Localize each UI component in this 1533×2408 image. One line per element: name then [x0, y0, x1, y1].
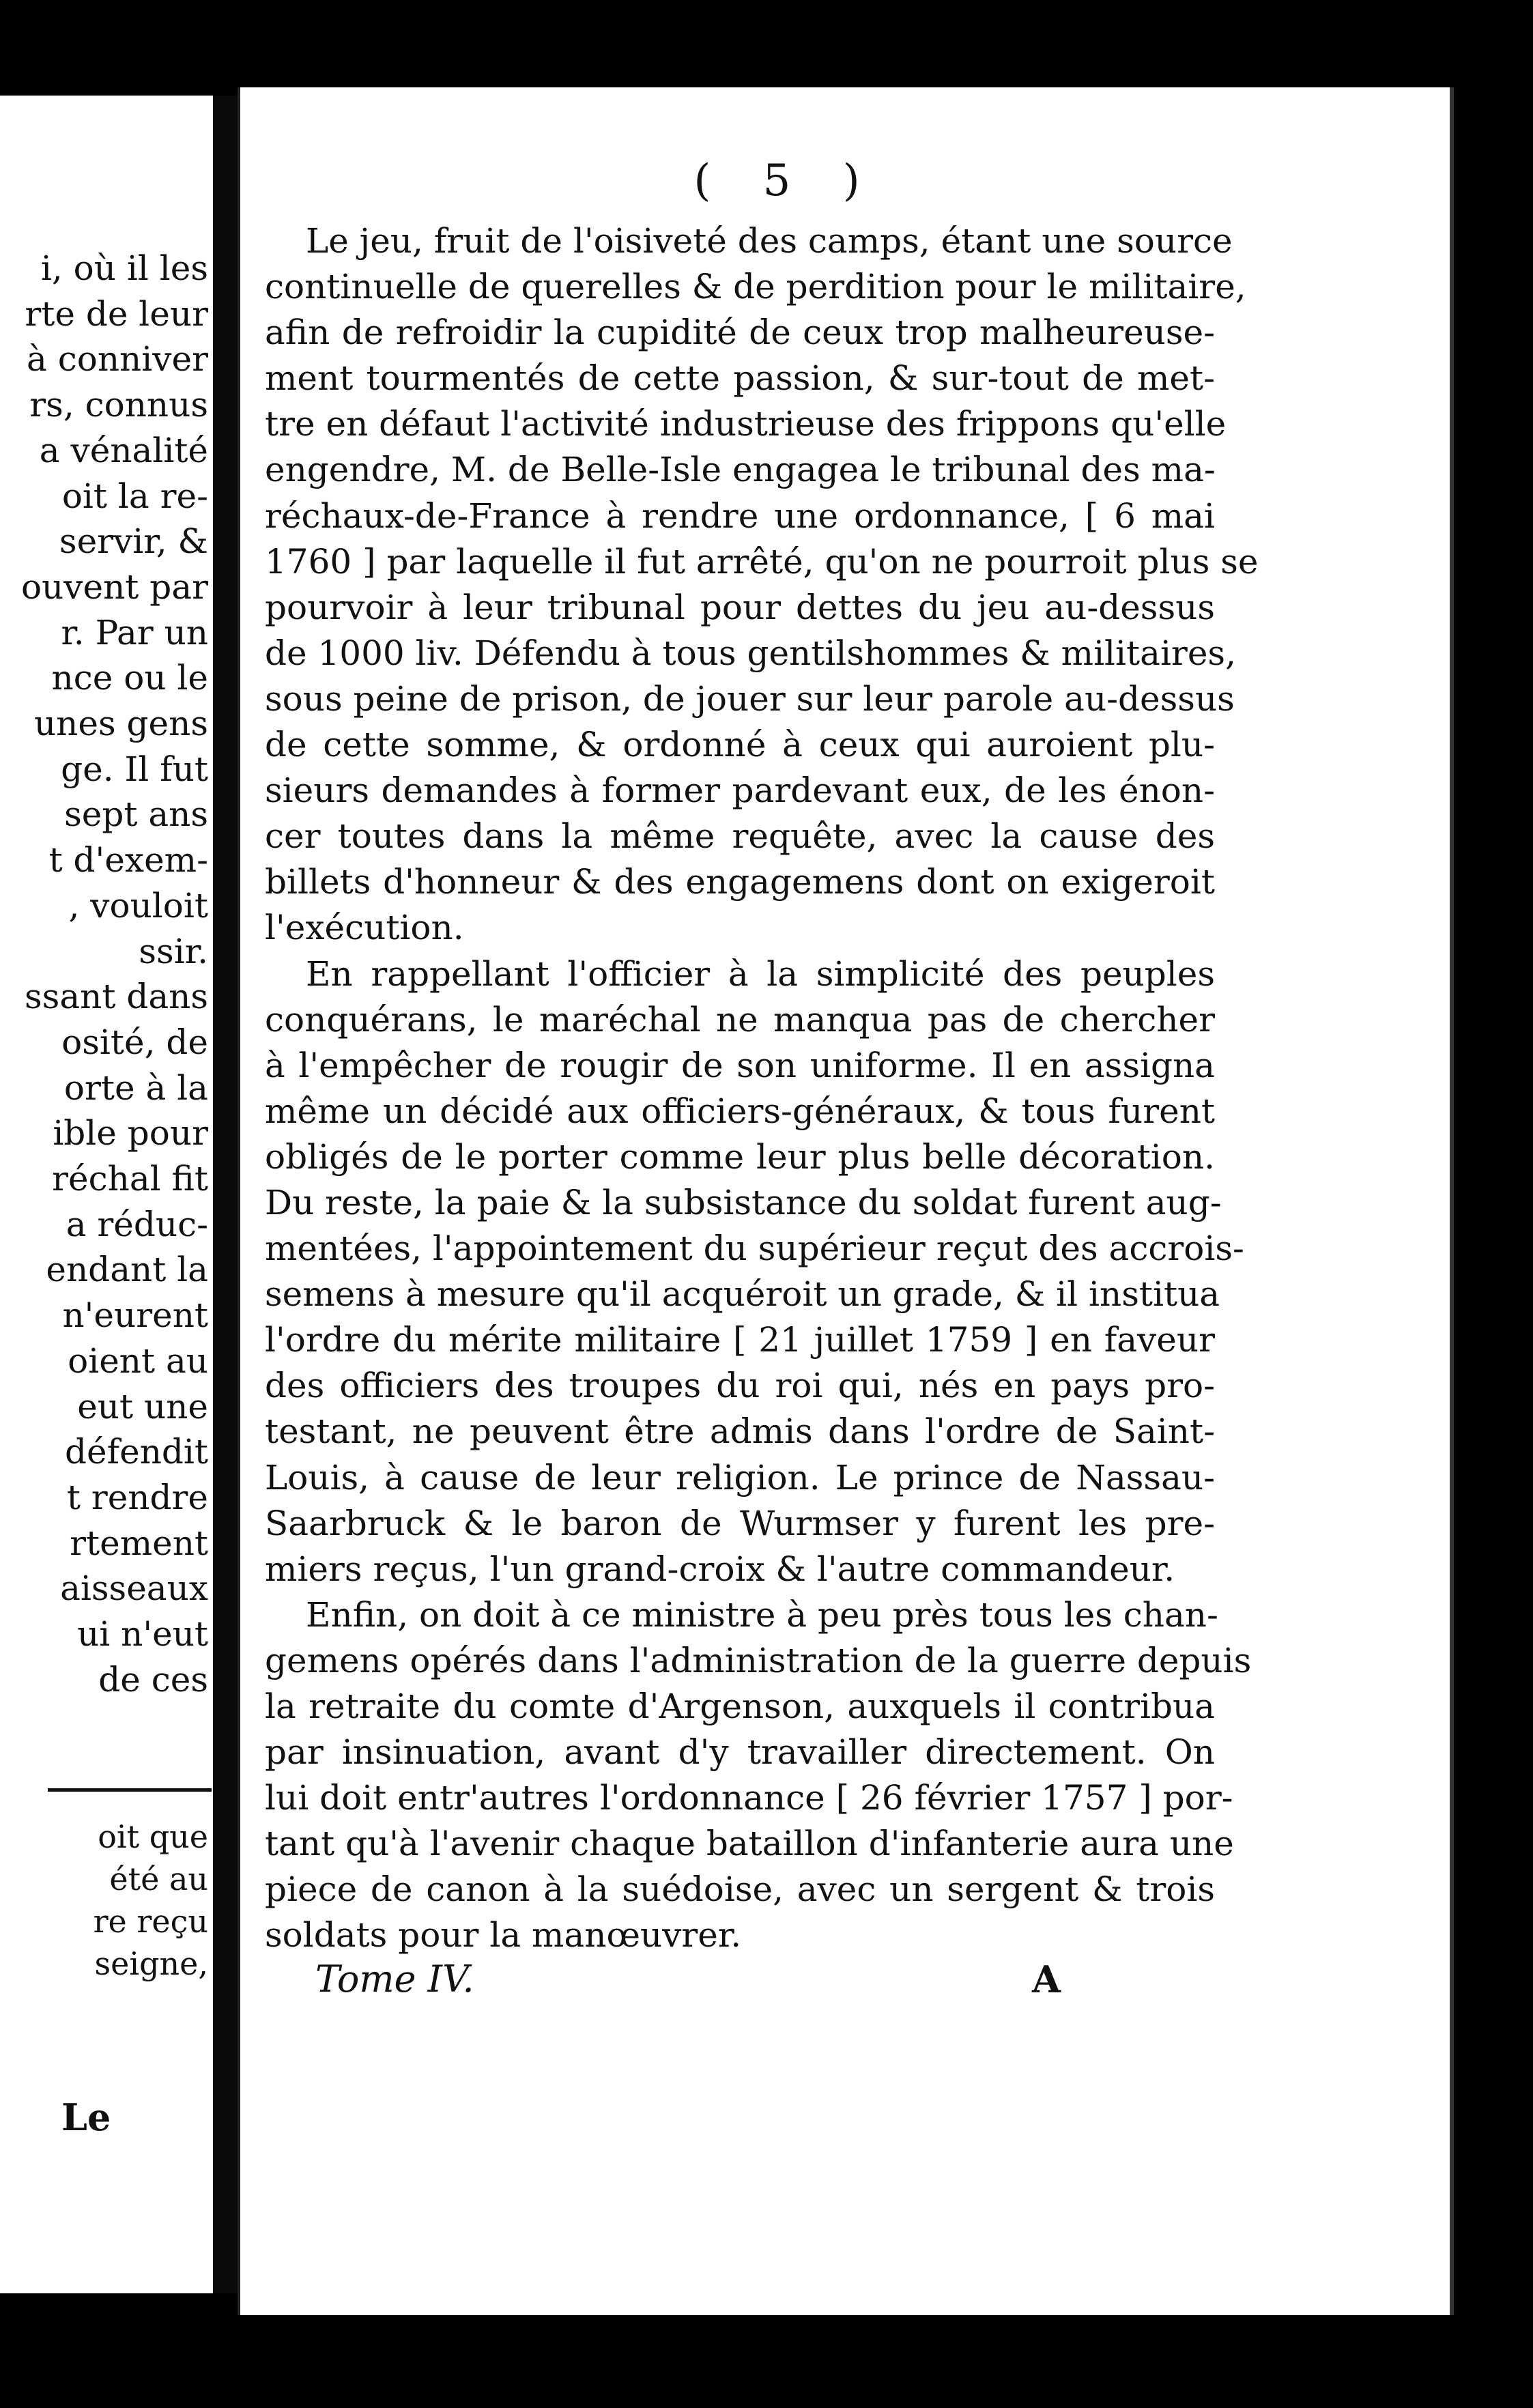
- text-line: billets d'honneur & des engagemens dont on exigeroit: [265, 862, 1215, 902]
- catchword: Le: [61, 2095, 111, 2139]
- text-line: Le jeu, fruit de l'oisiveté des camps, étant une source: [306, 221, 1233, 261]
- body-text: [265, 218, 1259, 1959]
- text-line: Enfin, on doit à ce ministre à peu près tous les chan-: [306, 1594, 1218, 1635]
- text-line: t d'exem-: [48, 840, 208, 880]
- text-line: ui n'eut: [77, 1614, 208, 1654]
- text-line: pourvoir à leur tribunal pour dettes du jeu au-dessus: [265, 587, 1215, 627]
- previous-page-fragment: [0, 96, 213, 2293]
- text-line: endant la: [46, 1250, 208, 1290]
- previous-page-footnote: [0, 1816, 208, 1985]
- page-footer: [315, 1958, 1175, 2001]
- text-line: a réduc-: [66, 1204, 208, 1244]
- text-line: par insinuation, avant d'y travailler directement. On: [265, 1732, 1215, 1773]
- text-line: continuelle de querelles & de perdition pour le militaire,: [265, 267, 1246, 307]
- text-line: rte de leur: [25, 293, 208, 334]
- text-line: cer toutes dans la même requête, avec la cause des: [265, 816, 1215, 857]
- text-line: de ces: [98, 1659, 208, 1700]
- text-line: conquérans, le maréchal ne manqua pas de chercher: [265, 999, 1215, 1040]
- signature-mark: A: [1032, 1958, 1061, 2001]
- text-line: En rappellant l'officier à la simplicité des peuples: [306, 954, 1215, 994]
- text-line: soldats pour la manœuvrer.: [265, 1915, 742, 1955]
- text-line: osité, de: [61, 1022, 208, 1062]
- text-line: mentées, l'appointement du supérieur reçut des accrois-: [265, 1229, 1244, 1269]
- text-line: ssir.: [139, 931, 208, 971]
- text-line: piece de canon à la suédoise, avec un sergent & trois: [265, 1869, 1215, 1910]
- text-line: aisseaux: [60, 1568, 208, 1609]
- text-line: t rendre: [66, 1477, 208, 1517]
- text-line: afin de refroidir la cupidité de ceux trop malheureuse-: [265, 313, 1215, 353]
- text-line: r. Par un: [61, 612, 208, 653]
- book-page: [238, 87, 1454, 2315]
- page-number: ( 5 ): [693, 156, 879, 206]
- text-line: de cette somme, & ordonné à ceux qui auroient plu-: [265, 725, 1215, 765]
- text-line: , vouloit: [68, 885, 208, 926]
- text-line: engendre, M. de Belle-Isle engagea le tribunal des ma-: [265, 450, 1216, 490]
- text-line: nce ou le: [51, 658, 208, 698]
- text-line: seigne,: [94, 1945, 208, 1982]
- text-line: l'exécution.: [265, 908, 464, 948]
- text-line: ouvent par: [20, 567, 208, 607]
- text-line: sous peine de prison, de jouer sur leur parole au-dessus: [265, 678, 1235, 719]
- text-line: sept ans: [64, 794, 208, 835]
- text-line: re reçu: [93, 1903, 208, 1940]
- previous-page-text: [0, 246, 208, 1703]
- text-line: rtement: [70, 1523, 208, 1563]
- text-line: oit la re-: [61, 476, 208, 516]
- text-line: n'eurent: [62, 1295, 208, 1336]
- text-line: Du reste, la paie & la subsistance du soldat furent aug-: [265, 1182, 1222, 1222]
- text-line: gemens opérés dans l'administration de la guerre depuis: [265, 1640, 1252, 1680]
- text-line: oient au: [68, 1341, 208, 1381]
- text-line: ment tourmentés de cette passion, & sur-tout de met-: [265, 358, 1215, 399]
- binding-gutter: [213, 96, 240, 2293]
- text-line: ge. Il fut: [61, 749, 208, 789]
- footnote-rule: [48, 1788, 212, 1792]
- text-line: tant qu'à l'avenir chaque bataillon d'infanterie aura une: [265, 1824, 1234, 1864]
- text-line: réchal fit: [52, 1159, 208, 1199]
- text-line: miers reçus, l'un grand-croix & l'autre commandeur.: [265, 1549, 1175, 1589]
- text-line: oit que: [98, 1818, 208, 1855]
- text-line: la retraite du comte d'Argenson, auxquels il contribua: [265, 1687, 1215, 1726]
- text-line: lui doit entr'autres l'ordonnance [ 26 février 1757 ] por-: [265, 1778, 1233, 1818]
- text-line: Saarbruck & le baron de Wurmser y furent les pre-: [265, 1503, 1215, 1543]
- text-line: a vénalité: [39, 430, 208, 470]
- text-line: l'ordre du mérite militaire [ 21 juillet 1759 ] en faveur: [265, 1320, 1215, 1360]
- text-line: orte à la: [63, 1067, 208, 1108]
- text-line: même un décidé aux officiers-généraux, & tous furent: [265, 1091, 1215, 1131]
- text-line: ible pour: [53, 1113, 208, 1153]
- text-line: à l'empêcher de rougir de son uniforme. Il en assigna: [265, 1045, 1215, 1085]
- text-line: réchaux-de-France à rendre une ordonnance, [ 6 mai: [265, 496, 1215, 536]
- text-line: tre en défaut l'activité industrieuse des frippons qu'elle: [265, 404, 1227, 444]
- volume-label: Tome IV.: [315, 1958, 474, 2001]
- text-line: servir, &: [59, 521, 208, 562]
- text-line: testant, ne peuvent être admis dans l'ordre de Saint-: [265, 1411, 1215, 1452]
- text-line: obligés de le porter comme leur plus belle décoration.: [265, 1136, 1215, 1177]
- text-line: à conniver: [27, 339, 208, 379]
- text-line: 1760 ] par laquelle il fut arrêté, qu'on ne pourroit plus se: [265, 541, 1259, 582]
- text-line: i, où il les: [40, 248, 208, 288]
- text-line: de 1000 liv. Défendu à tous gentilshommes & militaires,: [265, 633, 1236, 673]
- text-line: semens à mesure qu'il acquéroit un grade, & il institua: [265, 1274, 1220, 1315]
- text-line: unes gens: [33, 704, 208, 744]
- text-line: eut une: [77, 1386, 208, 1427]
- text-line: ssant dans: [25, 977, 208, 1017]
- text-line: sieurs demandes à former pardevant eux, de les énon-: [265, 771, 1215, 811]
- text-line: été au: [109, 1861, 208, 1897]
- text-line: des officiers des troupes du roi qui, nés en pays pro-: [265, 1366, 1215, 1406]
- text-line: Louis, à cause de leur religion. Le prince de Nassau-: [265, 1457, 1215, 1497]
- text-line: défendit: [65, 1432, 208, 1472]
- text-line: rs, connus: [29, 385, 208, 425]
